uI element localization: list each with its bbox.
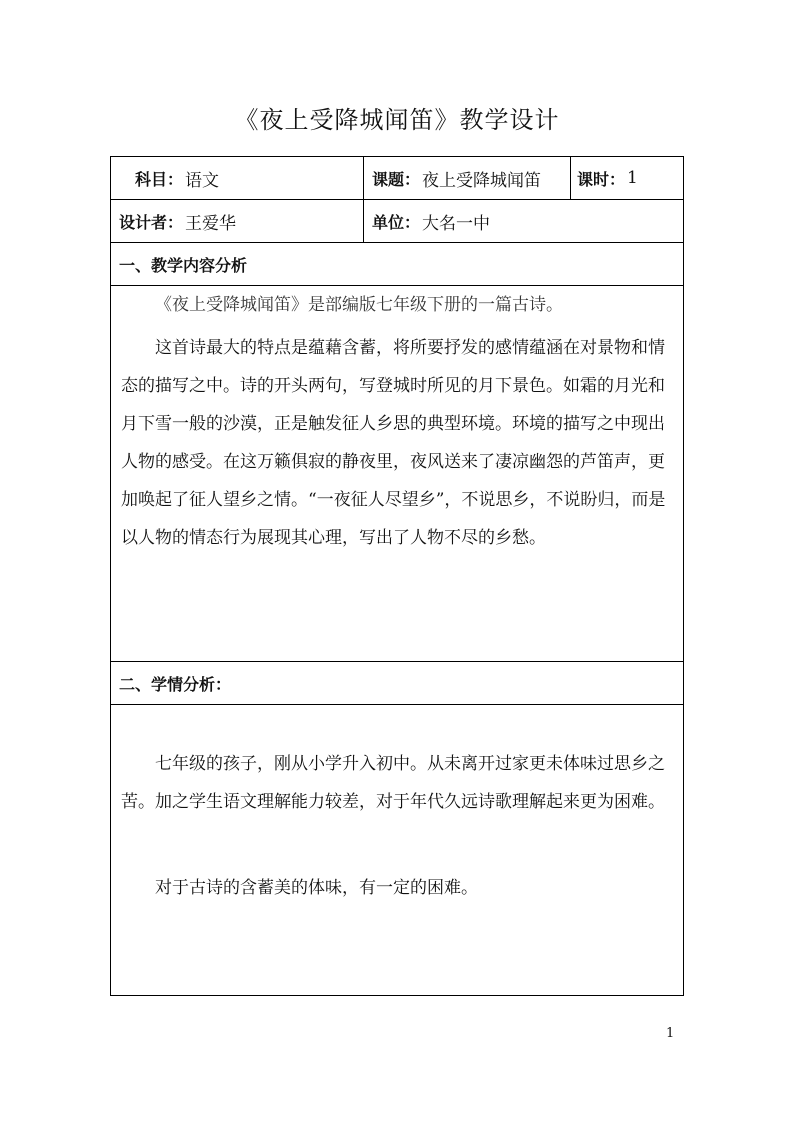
section1-body (111, 286, 683, 662)
hours-cell (570, 157, 683, 199)
subject-label: 科目 (135, 169, 168, 189)
hours-label: 课时 (577, 169, 610, 189)
designer-label: 设计者 (119, 212, 168, 232)
designer-value: 王爱华 (185, 213, 237, 234)
topic-label: 课题 (372, 169, 405, 189)
hours-colon: ： (609, 169, 626, 189)
topic-cell (363, 157, 570, 199)
section2-paragraph: 对于古诗的含蓄美的体味，有一定的困难。 (155, 878, 478, 898)
section1-paragraph: 这首诗最大的特点是蕴藉含蓄，将所要抒发的感情蕴涵在对景物和情态的描写之中。诗的开头两句，写登城时所见的月下景色。如霜的月光和月下雪一般的沙漠，正是触发征人乡思的典型环境。环境的描写之中现出人物的感受。在这万籁俱寂的静夜里，夜风送来了凄凉幽怨的芦笛声，更加唤起了征人望乡之情。“一夜征人尽望乡”，不说思乡，不说盼归，而是以人物的情态行为展现其心理，写出了人物不尽的乡愁。 (121, 338, 666, 548)
designer-colon: ： (167, 212, 184, 232)
topic-colon: ： (404, 169, 421, 189)
section2-body (111, 705, 683, 995)
subject-cell (111, 157, 363, 199)
subject-value: 语文 (185, 170, 220, 191)
subject-colon: ： (167, 169, 184, 189)
section2-heading: 二、学情分析： (119, 674, 232, 694)
section1-paragraph: 《夜上受降城闻笛》是部编版七年级下册的一篇古诗。 (155, 295, 563, 315)
section2-paragraph: 七年级的孩子，刚从小学升入初中。从未离开过家更未体味过思乡之苦。加之学生语文理解能力较差，对于年代久远诗歌理解起来更为困难。 (121, 754, 665, 812)
unit-value: 大名一中 (422, 213, 491, 234)
section2-heading-row (111, 662, 683, 705)
unit-label: 单位 (372, 212, 405, 232)
info-row-2 (111, 200, 683, 243)
document-title: 《夜上受降城闻笛》教学设计 (234, 106, 560, 134)
page-number: 1 (666, 1026, 675, 1041)
unit-cell (363, 200, 683, 242)
info-row-1 (111, 157, 683, 200)
designer-cell (111, 200, 363, 242)
section1-heading: 一、教学内容分析 (119, 255, 248, 275)
section1-heading-row (111, 243, 683, 286)
unit-colon: ： (404, 212, 421, 232)
topic-value: 夜上受降城闻笛 (422, 170, 542, 191)
lesson-plan-table (110, 156, 684, 996)
hours-value: 1 (627, 168, 638, 188)
